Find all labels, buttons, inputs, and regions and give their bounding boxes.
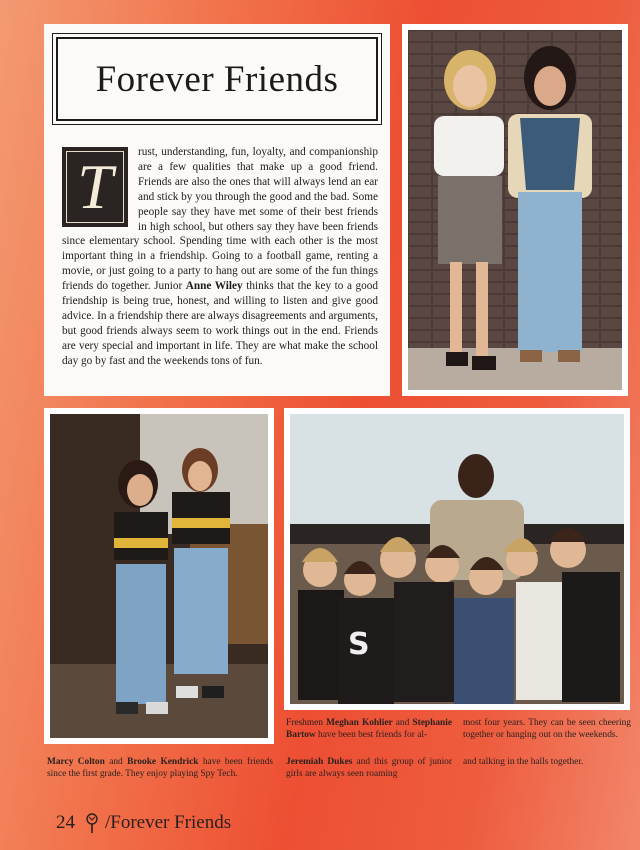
drop-cap xyxy=(62,147,128,227)
body-text-start: rust, understanding, fun, loyalty, and companionship are a few qualities that make up a good friend. Friends are also the ones that will always lend an ear and stick by you through the good and the bad. Some people say they have met some of their best friends in high school, but others say they have been friends since elementary school. Spending time with each other is the most important thing in a friendship. Going to a football game, renting a movie, or just going to a party to hang out are some of the fun things friends do together. Junior xyxy=(62,146,378,293)
article-body xyxy=(62,145,378,369)
caption-right-lead: Freshmen xyxy=(286,718,327,728)
caption-right-name1: Meghan Kohlier xyxy=(326,718,393,728)
page-number: 24 xyxy=(56,812,75,833)
photo-group-friends-image xyxy=(290,414,624,704)
caption-right-col1b xyxy=(286,756,452,781)
caption-left-name2: Brooke Kendrick xyxy=(127,757,199,767)
caption-right-text3: and this group of junior girls are always seen roaming xyxy=(286,757,452,780)
photo-two-friends-image xyxy=(408,30,622,390)
caption-right-col2 xyxy=(463,717,631,742)
drop-cap-letter: T xyxy=(77,151,113,222)
photo-cheer-friends-image xyxy=(50,414,268,738)
page-footer xyxy=(56,812,231,834)
caption-right-name3: Jeremiah Dukes xyxy=(286,757,353,767)
article-panel xyxy=(44,24,390,396)
caption-right-text2: have been best friends for al- xyxy=(315,730,428,741)
page-title: Forever Friends xyxy=(95,58,339,100)
pompom-icon xyxy=(83,812,101,834)
title-frame xyxy=(56,37,378,121)
caption-left-name1: Marcy Colton xyxy=(47,757,105,767)
caption-left-text1: and xyxy=(104,757,128,767)
photo-two-friends xyxy=(408,30,622,390)
caption-right-text4: most four years. They can be seen cheering together or hanging out on the weekends. xyxy=(463,718,631,741)
caption-right-text5: and talking in the halls together. xyxy=(463,757,584,767)
body-name: Anne Wiley xyxy=(185,280,243,293)
caption-left xyxy=(47,756,273,781)
body-text-end: thinks that the key to a good friendship is being true, honest, and willing to listen and give good advice. In a friendship there are always disagreements and arguments, but good friends always seem to work things out in the end. Friends are very special and important in life. They are what make the school day go by fast and the weekends tons of fun. xyxy=(62,280,378,367)
photo-cheer-friends xyxy=(50,414,268,738)
caption-left-text2: have been friends since the first grade. They enjoy playing Spy Tech. xyxy=(47,757,273,780)
caption-right-col2b xyxy=(463,756,631,768)
section-title: /Forever Friends xyxy=(105,812,232,833)
caption-right-col1 xyxy=(286,717,452,742)
photo-group-friends xyxy=(290,414,624,704)
caption-right-name2: Stephanie Bartow xyxy=(286,718,452,741)
caption-right-text1: and xyxy=(392,718,413,728)
svg-text:S: S xyxy=(348,627,370,662)
